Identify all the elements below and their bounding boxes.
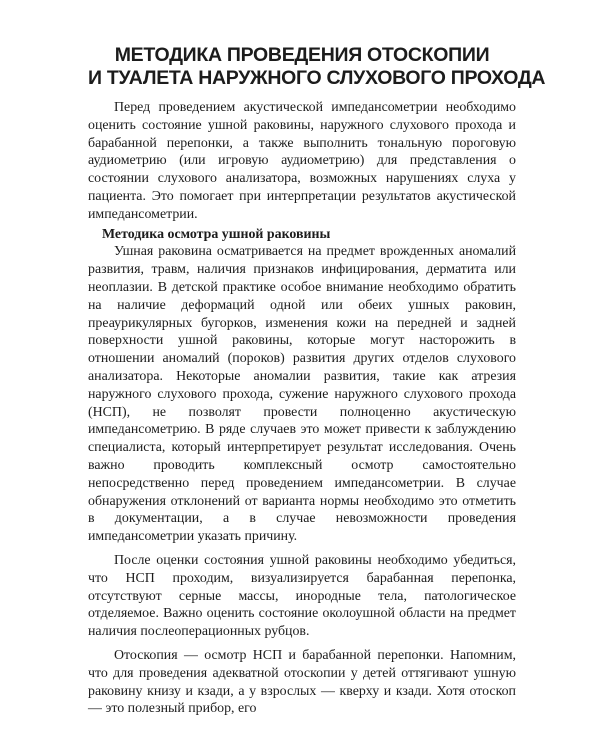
page-content — [88, 44, 546, 718]
paragraph-otoscopy: Отоскопия — осмотр НСП и барабанной перепонки. Напомним, что для проведения адекватной отоскопии у детей оттягивают ушную раковину книзу и кзади, а у взрослых — кверху и кзади. Хотя отоскоп — это полезный прибор, его — [88, 647, 516, 717]
title-line-1: МЕТОДИКА ПРОВЕДЕНИЯ ОТОСКОПИИ — [114, 44, 490, 66]
body-text — [88, 99, 516, 718]
paragraph-intro: Перед проведением акустической импедансометрии необходимо оценить состояние ушной раковины, наружного слухового прохода и барабанной перепонки, а также выполнить тональную пороговую аудиометрию (или игровую аудиометрию) для представления о состоянии слухового анализатора, возможных нарушениях слуха у пациента. Это помогает при интерпретации результатов акустической импедансометрии. — [88, 100, 516, 222]
paragraph-ear-exam: Ушная раковина осматривается на предмет врожденных аномалий развития, травм, наличия признаков инфицирования, дерматита или неоплазии. В детской практике особое внимание необходимо обратить на наличие деформаций одной или обеих ушных раковин, преаурикулярных бугорков, изменения кожи на передней и задней поверхности ушной раковины, которые могут насторожить в отношении аномалий (пороков) развития других отделов слухового анализатора. Некоторые аномалии развития, такие как атрезия наружного слухового прохода, сужение наружного слухового прохода (НСП), не позволят провести полноценно акустическую импедансометрию. В ряде случаев это может привести к заблуждению специалиста, который интерпретирует результат исследования. Очень важно проводить комплексный осмотр самостоятельно непосредственно перед проведением импедансометрии. В случае обнаружения отклонений от варианта нормы необходимо это отметить в документации, а в случае невозможности проведения импедансометрии указать причину. — [88, 244, 516, 545]
page-title — [88, 44, 546, 90]
section-subheading: Методика осмотра ушной раковины — [102, 226, 331, 242]
title-line-2: И ТУАЛЕТА НАРУЖНОГО СЛУХОВОГО ПРОХОДА — [88, 67, 546, 89]
paragraph-canal-check: После оценки состояния ушной раковины необходимо убедиться, что НСП проходим, визуализируется барабанная перепонка, отсутствуют серные массы, инородные тела, патологическое отделяемое. Важно оценить состояние околоушной области на предмет наличия послеоперационных рубцов. — [88, 552, 516, 640]
